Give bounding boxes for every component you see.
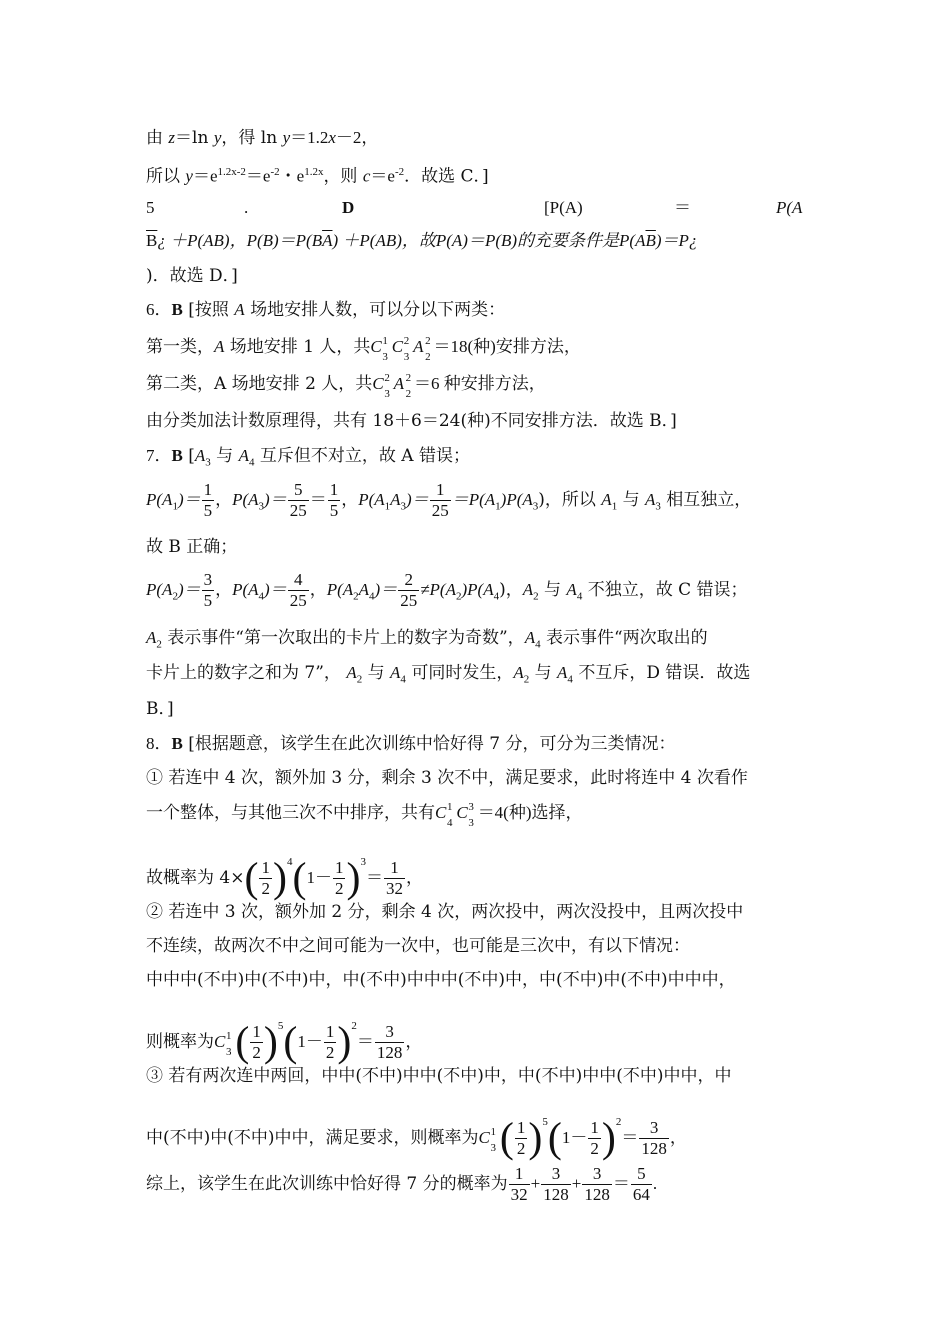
line-2 xyxy=(146,160,810,189)
complement: $\overline{A}$ xyxy=(322,231,333,250)
var: y xyxy=(213,128,222,147)
exponent: -2 xyxy=(394,166,405,178)
text: 不连续，故两次不中之间可能为一次中，也可能是三次中，有以下情况： xyxy=(146,936,690,956)
fraction: $\frac{1}{2}$ xyxy=(252,1022,261,1062)
text: 场地安排人数，可以分以下两类： xyxy=(244,300,506,320)
text: 第一类， xyxy=(146,337,214,357)
text: 与 xyxy=(210,446,239,466)
fraction: $\frac{1}{2}$ xyxy=(516,1118,526,1158)
var: y xyxy=(282,128,291,147)
text: [ xyxy=(188,446,195,466)
text: ② 若连中 3 次，额外加 2 分，剩余 4 次，两次投中，两次没投中，且两次投中 xyxy=(146,902,744,922)
text: ＝e xyxy=(245,166,271,186)
text: ¿ ＋P(AB)，P(B)＝P(B xyxy=(157,231,323,250)
fraction: $\frac{3}{128}$ xyxy=(641,1118,667,1158)
line-5 xyxy=(146,264,810,288)
line-1 xyxy=(146,126,810,150)
combination: C 3 3 xyxy=(456,801,474,829)
exponent: 1.2x xyxy=(304,166,324,178)
line-6 xyxy=(146,298,810,322)
text: [按照 xyxy=(188,300,235,320)
text: . xyxy=(244,198,249,217)
text: 场地安排 1 人，共 xyxy=(224,337,371,357)
fraction: $\frac{1}{2}$ xyxy=(590,1118,599,1158)
line-10 xyxy=(146,444,810,474)
answer: B xyxy=(171,300,183,319)
fraction: $\frac{1}{32}$ xyxy=(510,1164,528,1204)
line-23 xyxy=(146,968,810,992)
text: ＝1.2 xyxy=(290,128,329,147)
fraction: $\frac{3}{128}$ xyxy=(584,1164,610,1204)
complement: $\overline{B}$ xyxy=(146,231,158,250)
fraction: $\frac{1}{2}$ xyxy=(261,858,270,898)
line-7 xyxy=(146,335,810,363)
text: ① 若连中 4 次，额外加 3 分，剩余 3 次不中，满足要求，此时将连中 4 次看作 xyxy=(146,768,748,788)
fraction: $\frac{1}{2}$ xyxy=(334,858,344,898)
text: ，得 ln xyxy=(221,128,283,148)
var: z xyxy=(168,128,176,147)
text: ＝6 种安排方法， xyxy=(414,374,546,393)
text: P(A xyxy=(776,198,803,217)
subscript: 3 xyxy=(205,456,211,469)
combination: C 2 3 xyxy=(391,335,410,363)
fraction: $\frac{1}{5}$ xyxy=(203,480,213,520)
fraction: $\frac{3}{5}$ xyxy=(203,570,213,610)
text: ) ＋P(AB)，故P(A)＝P(B)的充要条件是P(A xyxy=(332,231,646,250)
text: ．故选 C．] xyxy=(404,166,489,187)
text: 第二类，A 场地安排 2 人，共 xyxy=(146,374,373,394)
line-4 xyxy=(146,229,810,253)
line-11: $P(A_1)=$ $\frac{1}{5}$ ，$P(A_3)=$ $\frac{5}{25}$ ＝ $\frac{1}{5}$ ，$P(A_1A_3)=$ $\frac{1}{25}$ $=P(A_1)P(A_3)$，所以 $A_1$ 与 $A_3$ 相互独立， xyxy=(146,480,752,520)
item-number: 5 xyxy=(146,198,155,217)
text: ＝e xyxy=(192,166,218,186)
fraction: $\frac{3}{128}$ xyxy=(543,1164,569,1204)
var: A xyxy=(238,446,249,465)
line-26: 中(不中)中(不中)中中，满足要求，则概率为C 1 3 ( $\frac{1}{2}$ )$^5$(1－ $\frac{1}{2}$ )$^2$＝ $\frac{3}{128}$ ， xyxy=(146,1115,687,1162)
text: 由 xyxy=(146,128,169,148)
text: )＝P¿ xyxy=(655,231,698,250)
text: ＝18(种)安排方法， xyxy=(433,337,581,356)
var: y xyxy=(185,166,193,186)
line-20: 故概率为 4×( $\frac{1}{2}$ )$^4$(1－ $\frac{1}{2}$ )$^3$＝ $\frac{1}{32}$ ， xyxy=(146,855,423,902)
line-18 xyxy=(146,766,810,790)
text: ＝ xyxy=(674,198,691,217)
combination: C 2 3 xyxy=(372,372,390,400)
complement: $\overline{B}$ xyxy=(645,231,656,250)
var: c xyxy=(362,166,371,186)
item-number: 7． xyxy=(146,446,172,465)
fraction: $\frac{1}{32}$ xyxy=(385,858,403,898)
text: ③ 若有两次连中两回，中中(不中)中中(不中)中，中(不中)中中(不中)中中，中 xyxy=(146,1066,732,1086)
line-25 xyxy=(146,1064,810,1088)
line-16 xyxy=(146,697,810,721)
text: 所以 xyxy=(146,166,186,187)
text: 故 B 正确； xyxy=(146,537,238,557)
line-27: 综上，该学生在此次训练中恰好得 7 分的概率为 $\frac{1}{32}$ + $\frac{3}{128}$ + $\frac{3}{128}$ ＝ $\frac{5}{64}$ . xyxy=(146,1164,658,1204)
line-22 xyxy=(146,934,810,958)
arrangement: A 2 2 xyxy=(393,372,412,400)
var: x xyxy=(328,128,336,147)
text: )．故选 D．] xyxy=(146,266,238,286)
subscript: 4 xyxy=(248,456,255,469)
combination: C 1 3 xyxy=(370,335,388,363)
answer: B xyxy=(171,446,183,465)
fraction: $\frac{3}{128}$ xyxy=(376,1022,403,1062)
exponent: 1.2x-2 xyxy=(217,166,246,178)
var: A xyxy=(194,446,206,465)
line-14: $A_2$ 表示事件“第一次取出的卡片上的数字为奇数”，$A_4$ 表示事件“两次取出的 xyxy=(146,628,708,651)
fraction: $\frac{1}{2}$ xyxy=(325,1022,335,1062)
item-number: 6． xyxy=(146,300,172,319)
fraction: $\frac{2}{25}$ xyxy=(400,570,418,610)
fraction: $\frac{5}{64}$ xyxy=(632,1164,650,1204)
text: ・e xyxy=(279,166,305,186)
text: ＝ln xyxy=(175,128,214,148)
exponent: -2 xyxy=(270,166,280,178)
text: ，则 xyxy=(323,166,363,187)
text: [P(A) xyxy=(544,198,583,217)
arrangement: A 2 2 xyxy=(413,335,431,363)
combination: C 1 3 xyxy=(214,1030,232,1058)
text: －2， xyxy=(335,128,379,147)
fraction: $\frac{1}{25}$ xyxy=(431,480,449,520)
text: [根据题意，该学生在此次训练中恰好得 7 分，可分为三类情况： xyxy=(188,734,676,754)
answer: D xyxy=(342,198,355,217)
line-13: $P(A_2)=$ $\frac{3}{5}$ ，$P(A_4)=$ $\frac{4}{25}$ ，$P(A_2A_4)=$ $\frac{2}{25}$ $\ne P(A_2)P(A_4)$，$A_2$ 与 $A_4$ 不独立，故 C 错误； xyxy=(146,570,748,610)
text: B．] xyxy=(146,699,174,719)
text: ＝e xyxy=(370,166,395,186)
combination: C 1 3 xyxy=(478,1126,497,1154)
combination: C 1 4 xyxy=(435,801,453,829)
answer: B xyxy=(171,734,183,753)
line-15: 卡片上的数字之和为 7”， $A_2$ 与 $A_4$ 可同时发生，$A_2$ 与 $A_4$ 不互斥，D 错误．故选 xyxy=(146,663,751,686)
var: A xyxy=(234,300,245,319)
line-9 xyxy=(146,409,810,433)
line-19: 一个整体，与其他三次不中排序，共有C 1 4 C 3 3 ＝4(种)选择， xyxy=(146,801,583,829)
line-17 xyxy=(146,732,810,756)
fraction: $\frac{1}{5}$ xyxy=(329,480,339,520)
line-12 xyxy=(146,535,810,559)
text: 中中中(不中)中(不中)中，中(不中)中中中(不中)中，中(不中)中(不中)中中中， xyxy=(146,970,736,990)
fraction: $\frac{5}{25}$ xyxy=(289,480,307,520)
line-21 xyxy=(146,900,810,924)
text: 互斥但不对立，故 A 错误； xyxy=(254,446,470,466)
line-24: 则概率为C 1 3 ( $\frac{1}{2}$ )$^5$(1－ $\frac{1}{2}$ )$^2$＝ $\frac{3}{128}$ ， xyxy=(146,1019,423,1066)
line-8 xyxy=(146,372,810,400)
item-number: 8． xyxy=(146,734,172,753)
fraction: $\frac{4}{25}$ xyxy=(289,570,307,610)
text: 由分类加法计数原理得，共有 18＋6＝24(种)不同安排方法．故选 B．] xyxy=(146,411,677,431)
var: A xyxy=(214,337,225,356)
